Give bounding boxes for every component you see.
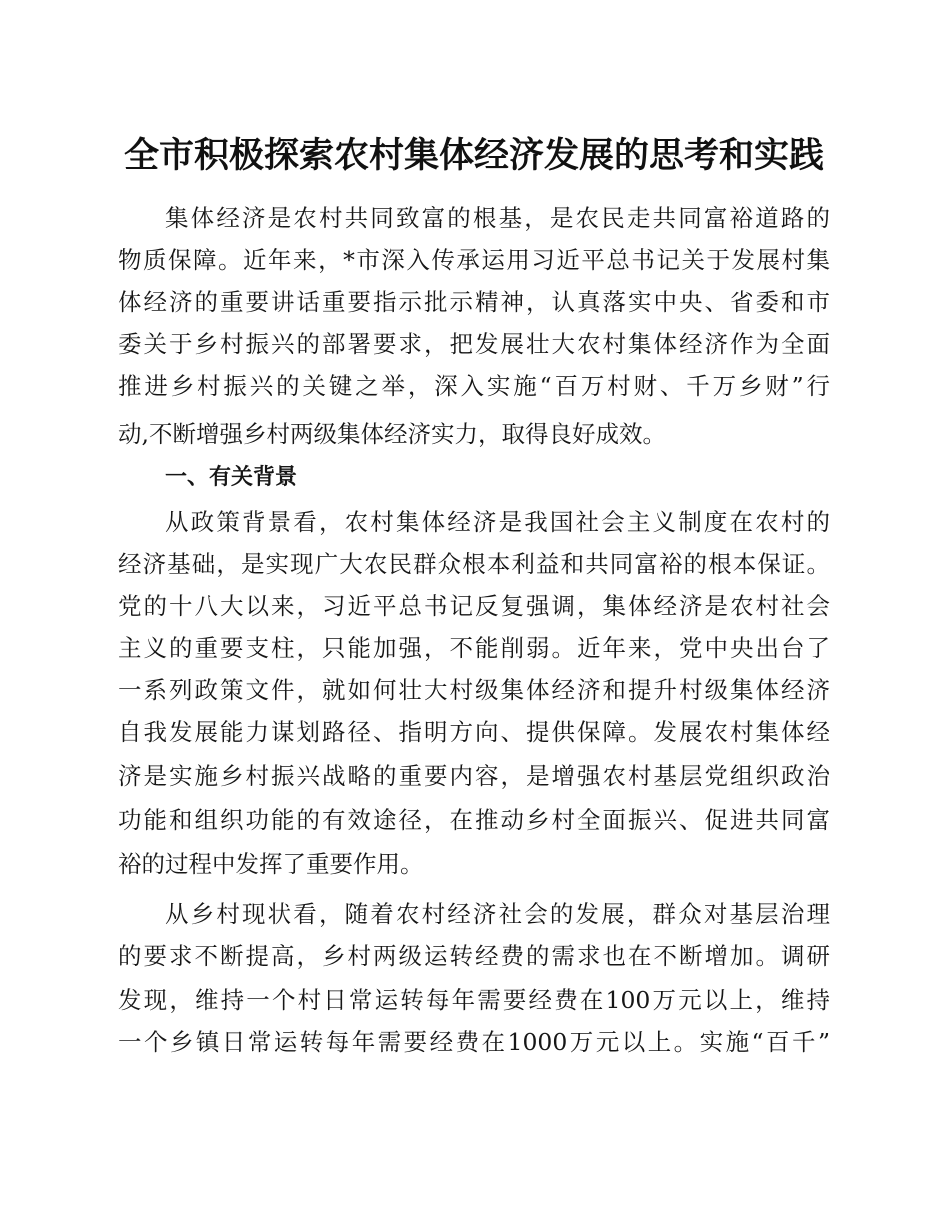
paragraph-line: 一系列政策文件，就如何壮大村级集体经济和提升村级集体经济 bbox=[118, 676, 830, 704]
paragraph-line: 自我发展能力谋划路径、指明方向、提供保障。发展农村集体经 bbox=[118, 718, 830, 746]
paragraph-line: 从政策背景看，农村集体经济是我国社会主义制度在农村的 bbox=[165, 508, 830, 536]
section-heading: 一、有关背景 bbox=[165, 465, 298, 490]
paragraph-line: 一个乡镇日常运转每年需要经费在1000万元以上。实施“百千” bbox=[118, 1028, 830, 1056]
paragraph-line: 体经济的重要讲话重要指示批示精神，认真落实中央、省委和市 bbox=[118, 288, 830, 316]
paragraph-line: 委关于乡村振兴的部署要求，把发展壮大农村集体经济作为全面 bbox=[118, 330, 830, 358]
paragraph-line: 的要求不断提高，乡村两级运转经费的需求也在不断增加。调研 bbox=[118, 942, 830, 970]
paragraph-line: 发现，维持一个村日常运转每年需要经费在100万元以上，维持 bbox=[118, 986, 830, 1014]
paragraph-line: 从乡村现状看，随着农村经济社会的发展，群众对基层治理 bbox=[165, 900, 830, 928]
paragraph-line: 裕的过程中发挥了重要作用。 bbox=[118, 850, 424, 878]
paragraph-line: 经济基础，是实现广大农民群众根本利益和共同富裕的根本保证。 bbox=[118, 550, 830, 578]
paragraph-line: 集体经济是农村共同致富的根基，是农民走共同富裕道路的 bbox=[165, 204, 830, 232]
paragraph-line: 推进乡村振兴的关键之举，深入实施“百万村财、千万乡财”行 bbox=[118, 372, 830, 400]
document-title: 全市积极探索农村集体经济发展的思考和实践 bbox=[123, 135, 824, 176]
paragraph-line: 主义的重要支柱，只能加强，不能削弱。近年来，党中央出台了 bbox=[118, 634, 830, 662]
paragraph-line: 济是实施乡村振兴战略的重要内容，是增强农村基层党组织政治 bbox=[118, 762, 830, 790]
paragraph-line: 党的十八大以来，习近平总书记反复强调，集体经济是农村社会 bbox=[118, 592, 830, 620]
paragraph-line: 动,不断增强乡村两级集体经济实力，取得良好成效。 bbox=[118, 420, 666, 448]
paragraph-line: 功能和组织功能的有效途径，在推动乡村全面振兴、促进共同富 bbox=[118, 806, 830, 834]
paragraph-line: 物质保障。近年来，*市深入传承运用习近平总书记关于发展村集 bbox=[118, 246, 830, 274]
